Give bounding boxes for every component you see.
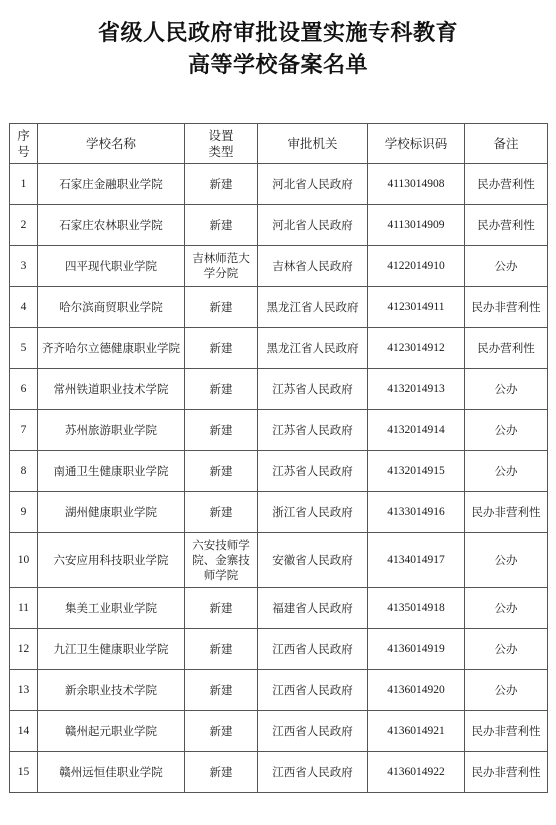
cell-school-code: 4135014918 — [368, 588, 465, 629]
cell-authority: 浙江省人民政府 — [258, 492, 368, 533]
cell-school-name: 赣州远恒佳职业学院 — [38, 752, 185, 793]
table-row — [10, 328, 548, 369]
cell-setup-type: 新建 — [185, 670, 258, 711]
table-row — [10, 588, 548, 629]
cell-no: 2 — [10, 205, 38, 246]
cell-authority: 江苏省人民政府 — [258, 410, 368, 451]
header-code: 学校标识码 — [368, 124, 465, 164]
cell-authority: 江苏省人民政府 — [258, 451, 368, 492]
cell-setup-type: 吉林师范大学分院 — [185, 246, 258, 287]
cell-school-name: 湖州健康职业学院 — [38, 492, 185, 533]
cell-no: 9 — [10, 492, 38, 533]
cell-setup-type: 新建 — [185, 205, 258, 246]
cell-school-name: 六安应用科技职业学院 — [38, 533, 185, 588]
table-row — [10, 369, 548, 410]
cell-school-code: 4113014908 — [368, 164, 465, 205]
cell-authority: 江西省人民政府 — [258, 670, 368, 711]
table-row — [10, 287, 548, 328]
cell-note: 公办 — [465, 670, 548, 711]
cell-note: 公办 — [465, 629, 548, 670]
table-row — [10, 492, 548, 533]
cell-school-name: 赣州起元职业学院 — [38, 711, 185, 752]
cell-note: 公办 — [465, 451, 548, 492]
cell-authority: 福建省人民政府 — [258, 588, 368, 629]
table-row — [10, 533, 548, 588]
cell-setup-type: 新建 — [185, 711, 258, 752]
cell-authority: 河北省人民政府 — [258, 164, 368, 205]
table-row — [10, 246, 548, 287]
cell-school-code: 4132014914 — [368, 410, 465, 451]
cell-no: 1 — [10, 164, 38, 205]
cell-note: 民办营利性 — [465, 164, 548, 205]
cell-school-name: 九江卫生健康职业学院 — [38, 629, 185, 670]
cell-school-name: 石家庄农林职业学院 — [38, 205, 185, 246]
header-authority: 审批机关 — [258, 124, 368, 164]
cell-authority: 河北省人民政府 — [258, 205, 368, 246]
cell-no: 4 — [10, 287, 38, 328]
cell-setup-type: 新建 — [185, 492, 258, 533]
cell-note: 民办非营利性 — [465, 492, 548, 533]
cell-school-name: 石家庄金融职业学院 — [38, 164, 185, 205]
cell-no: 6 — [10, 369, 38, 410]
cell-school-name: 哈尔滨商贸职业学院 — [38, 287, 185, 328]
title-line: 高等学校备案名单 — [187, 53, 368, 78]
cell-note: 民办非营利性 — [465, 752, 548, 793]
cell-school-code: 4132014915 — [368, 451, 465, 492]
cell-setup-type: 新建 — [185, 588, 258, 629]
cell-setup-type: 新建 — [185, 164, 258, 205]
cell-setup-type: 新建 — [185, 752, 258, 793]
document-title — [0, 18, 556, 82]
cell-school-code: 4123014912 — [368, 328, 465, 369]
cell-note: 公办 — [465, 410, 548, 451]
table-row — [10, 711, 548, 752]
cell-setup-type: 新建 — [185, 287, 258, 328]
cell-authority: 黑龙江省人民政府 — [258, 287, 368, 328]
cell-note: 公办 — [465, 533, 548, 588]
cell-note: 公办 — [465, 246, 548, 287]
cell-no: 13 — [10, 670, 38, 711]
cell-note: 民办非营利性 — [465, 287, 548, 328]
school-table — [9, 123, 548, 793]
header-name: 学校名称 — [38, 124, 185, 164]
title-line: 省级人民政府审批设置实施专科教育 — [97, 21, 458, 46]
cell-setup-type: 新建 — [185, 629, 258, 670]
cell-school-code: 4123014911 — [368, 287, 465, 328]
cell-note: 公办 — [465, 369, 548, 410]
cell-school-name: 四平现代职业学院 — [38, 246, 185, 287]
cell-school-code: 4132014913 — [368, 369, 465, 410]
cell-no: 15 — [10, 752, 38, 793]
cell-authority: 江西省人民政府 — [258, 629, 368, 670]
cell-authority: 江西省人民政府 — [258, 752, 368, 793]
cell-setup-type: 新建 — [185, 328, 258, 369]
table-row — [10, 205, 548, 246]
cell-no: 12 — [10, 629, 38, 670]
cell-no: 8 — [10, 451, 38, 492]
header-type: 设置 类型 — [185, 124, 258, 164]
cell-setup-type: 六安技师学院、金寨技师学院 — [185, 533, 258, 588]
cell-school-code: 4113014909 — [368, 205, 465, 246]
cell-school-code: 4122014910 — [368, 246, 465, 287]
cell-authority: 安徽省人民政府 — [258, 533, 368, 588]
cell-note: 民办营利性 — [465, 328, 548, 369]
cell-authority: 江苏省人民政府 — [258, 369, 368, 410]
cell-no: 5 — [10, 328, 38, 369]
header-row — [10, 124, 548, 164]
cell-school-code: 4136014922 — [368, 752, 465, 793]
cell-school-name: 新余职业技术学院 — [38, 670, 185, 711]
cell-school-name: 南通卫生健康职业学院 — [38, 451, 185, 492]
cell-authority: 黑龙江省人民政府 — [258, 328, 368, 369]
header-note: 备注 — [465, 124, 548, 164]
cell-school-name: 常州铁道职业技术学院 — [38, 369, 185, 410]
cell-no: 10 — [10, 533, 38, 588]
cell-note: 民办营利性 — [465, 205, 548, 246]
header-no: 序 号 — [10, 124, 38, 164]
cell-school-name: 齐齐哈尔立德健康职业学院 — [38, 328, 185, 369]
cell-school-code: 4134014917 — [368, 533, 465, 588]
cell-authority: 江西省人民政府 — [258, 711, 368, 752]
cell-school-name: 苏州旅游职业学院 — [38, 410, 185, 451]
table-row — [10, 164, 548, 205]
cell-school-code: 4136014920 — [368, 670, 465, 711]
cell-school-code: 4133014916 — [368, 492, 465, 533]
table-row — [10, 752, 548, 793]
cell-no: 11 — [10, 588, 38, 629]
cell-no: 7 — [10, 410, 38, 451]
cell-no: 3 — [10, 246, 38, 287]
cell-setup-type: 新建 — [185, 410, 258, 451]
cell-authority: 吉林省人民政府 — [258, 246, 368, 287]
cell-setup-type: 新建 — [185, 369, 258, 410]
table-row — [10, 629, 548, 670]
cell-note: 公办 — [465, 588, 548, 629]
cell-setup-type: 新建 — [185, 451, 258, 492]
cell-school-name: 集美工业职业学院 — [38, 588, 185, 629]
cell-school-code: 4136014919 — [368, 629, 465, 670]
table-body — [10, 164, 548, 793]
cell-school-code: 4136014921 — [368, 711, 465, 752]
table-row — [10, 670, 548, 711]
table-row — [10, 451, 548, 492]
table-row — [10, 410, 548, 451]
cell-note: 民办非营利性 — [465, 711, 548, 752]
cell-no: 14 — [10, 711, 38, 752]
